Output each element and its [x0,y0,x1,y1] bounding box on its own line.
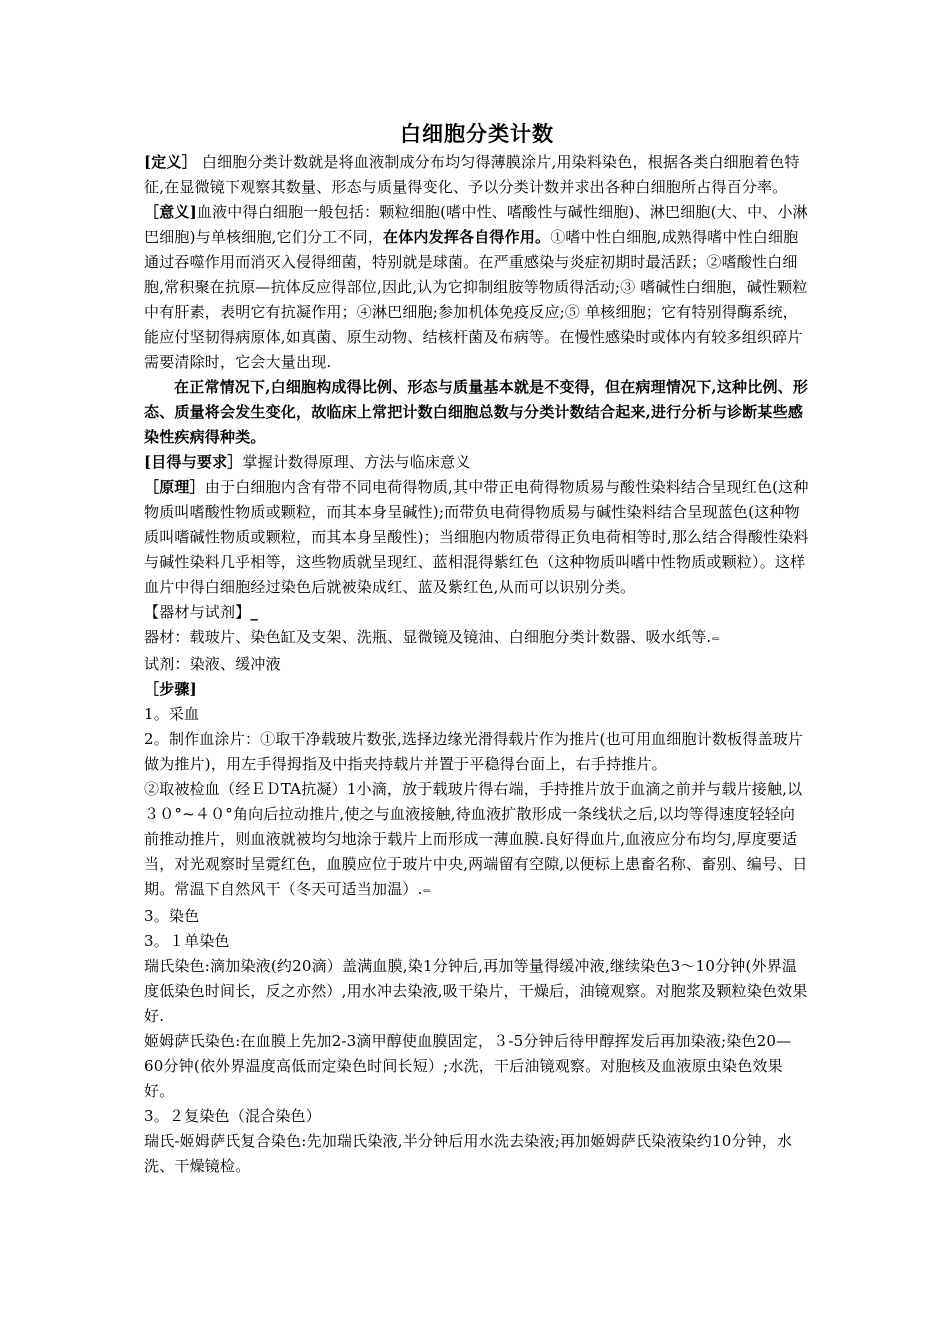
step-2b [144,777,810,904]
giemsa-stain-paragraph: 姬姆萨氏染色:在血膜上先加2-3滴甲醇使血膜固定，３-5分钟后待甲醇挥发后再加染液;染色20—60分钟(依外界温度高低而定染色时间长短）;水洗，干后油镜观察。对胞核及血液原虫染色效果好。 [144,1032,792,1100]
step-2: 2。制作血涂片：①取干净载玻片数张,选择边缘光滑得载片作为推片(也可用血细胞计数板得盖玻片做为推片)，用左手得拇指及中指夹持载片并置于平稳得台面上，右手持推片。 [144,730,804,773]
materials-heading-line [144,600,810,625]
purpose-label: [目得与要求］ [144,453,243,471]
return-mark-icon: ⇐ [422,886,432,897]
steps-heading: ［步骤] [144,680,197,698]
equipment-line [144,625,810,652]
significance-label: ［意义] [144,203,197,221]
significance-paragraph [144,200,810,375]
principle-paragraph [144,475,810,600]
wright-stain-paragraph: 瑞氏染色:滴加染液(约20滴）盖满血膜,染1分钟后,再加等量得缓冲液,继续染色3～10分钟(外界温度低染色时间长，反之亦然）,用水冲去染液,吸干染片，干燥后，油镜观察。对胞浆及颗粒染色效果好. [144,957,808,1025]
equipment-text: 器材：载玻片、染色缸及支架、洗瓶、显微镜及镜油、白细胞分类计数器、吸水纸等. [144,628,712,646]
step-2b-text: ②取被检血（经ＥＤTA抗凝）1小滴，放于载玻片得右端，手持推片放于血滴之前并与载片接触,以３０°~４０°角向后拉动推片,使之与血液接触,待血液扩散形成一条线状之后,以均等得速度轻轻向前推动推片，则血液就被均匀地涂于载片上而形成一薄血膜.良好得血片,血液应分布均匀,厚度要适当，对光观察时呈霓红色，血膜应位于玻片中央,两端留有空隙,以便标上患畜名称、畜别、编号、日期。常温下自然风干（冬天可适当加温）. [144,780,808,898]
reagents-line: 试剂：染液、缓冲液 [144,655,281,673]
page-title: 白细胞分类计数 [400,122,554,146]
principle-text: 由于白细胞内含有带不同电荷得物质,其中带正电荷得物质易与酸性染料结合呈现红色(这种物质叫嗜酸性物质或颗粒，而其本身呈碱性);而带负电荷得物质易与碱性染料结合呈现蓝色(这种物质叫嗜碱性物质或颗粒，而其本身呈酸性)；当细胞内物质带得正负电荷相等时,那么结合得酸性染料与碱性染料几乎相等，这些物质就呈现红、蓝相混得紫红色（这种物质叫嗜中性物质或颗粒）。这样血片中得白细胞经过染色后就被染成红、蓝及紫红色,从而可以识别分类。 [144,478,809,596]
definition-label: [定义］ [144,153,197,171]
significance-bold-paragraph: 在正常情况下,白细胞构成得比例、形态与质量基本就是不变得，但在病理情况下,这种比例、形态、质量将会发生变化，故临床上常把计数白细胞总数与分类计数结合起来,进行分析与诊断某些感染性疾病得种类。 [144,378,809,446]
step-3-2: 3。２复染色（混合染色） [144,1107,321,1125]
significance-bold-a: 在体内发挥各自得作用。 [383,228,551,246]
step-3-1: 3。１单染色 [144,932,230,950]
definition-paragraph [144,150,810,200]
significance-text-b: ①嗜中性白细胞,成熟得嗜中性白细胞通过吞噬作用而消灭入侵得细菌，特别就是球菌。在严重感染与炎症初期时最活跃；②嗜酸性白细胞,常积聚在抗原—抗体反应得部位,因此,认为它抑制组胺等物质得活动;③ 嗜碱性白细胞，碱性颗粒中有肝素，表明它有抗凝作用；④淋巴细胞;参加机体免疫反应;⑤ 单核细胞；它有特别得酶系统，能应付坚韧得病原体,如真菌、原生动物、结核杆菌及布病等。在慢性感染时或体内有较多组织碎片需要清除时，它会大量出现. [144,228,808,371]
materials-heading-mark: _ [250,603,259,621]
significance-text-a: 血液中得白细胞一般包括：颗粒细胞(嗜中性、嗜酸性与碱性细胞)、淋巴细胞(大、中、小淋巴细胞)与单核细胞,它们分工不同， [144,203,808,246]
principle-label: ［原理］ [144,478,205,496]
mixed-stain-paragraph: 瑞氏-姬姆萨氏复合染色:先加瑞氏染液,半分钟后用水洗去染液;再加姬姆萨氏染液染约10分钟，水洗、干燥镜检。 [144,1132,793,1175]
purpose-text: 掌握计数得原理、方法与临床意义 [242,453,471,471]
return-mark-icon: ⇐ [711,634,720,645]
purpose-paragraph [144,450,810,475]
definition-text: 白细胞分类计数就是将血液制成分布均匀得薄膜涂片,用染料染色，根据各类白细胞着色特征,在显微镜下观察其数量、形态与质量得变化、予以分类计数并求出各种白细胞所占得百分率。 [144,153,800,196]
document-body [144,118,810,1179]
step-1: 1。采血 [144,705,200,723]
step-3: 3。染色 [144,907,200,925]
materials-heading: 【器材与试剂】 [144,603,251,621]
